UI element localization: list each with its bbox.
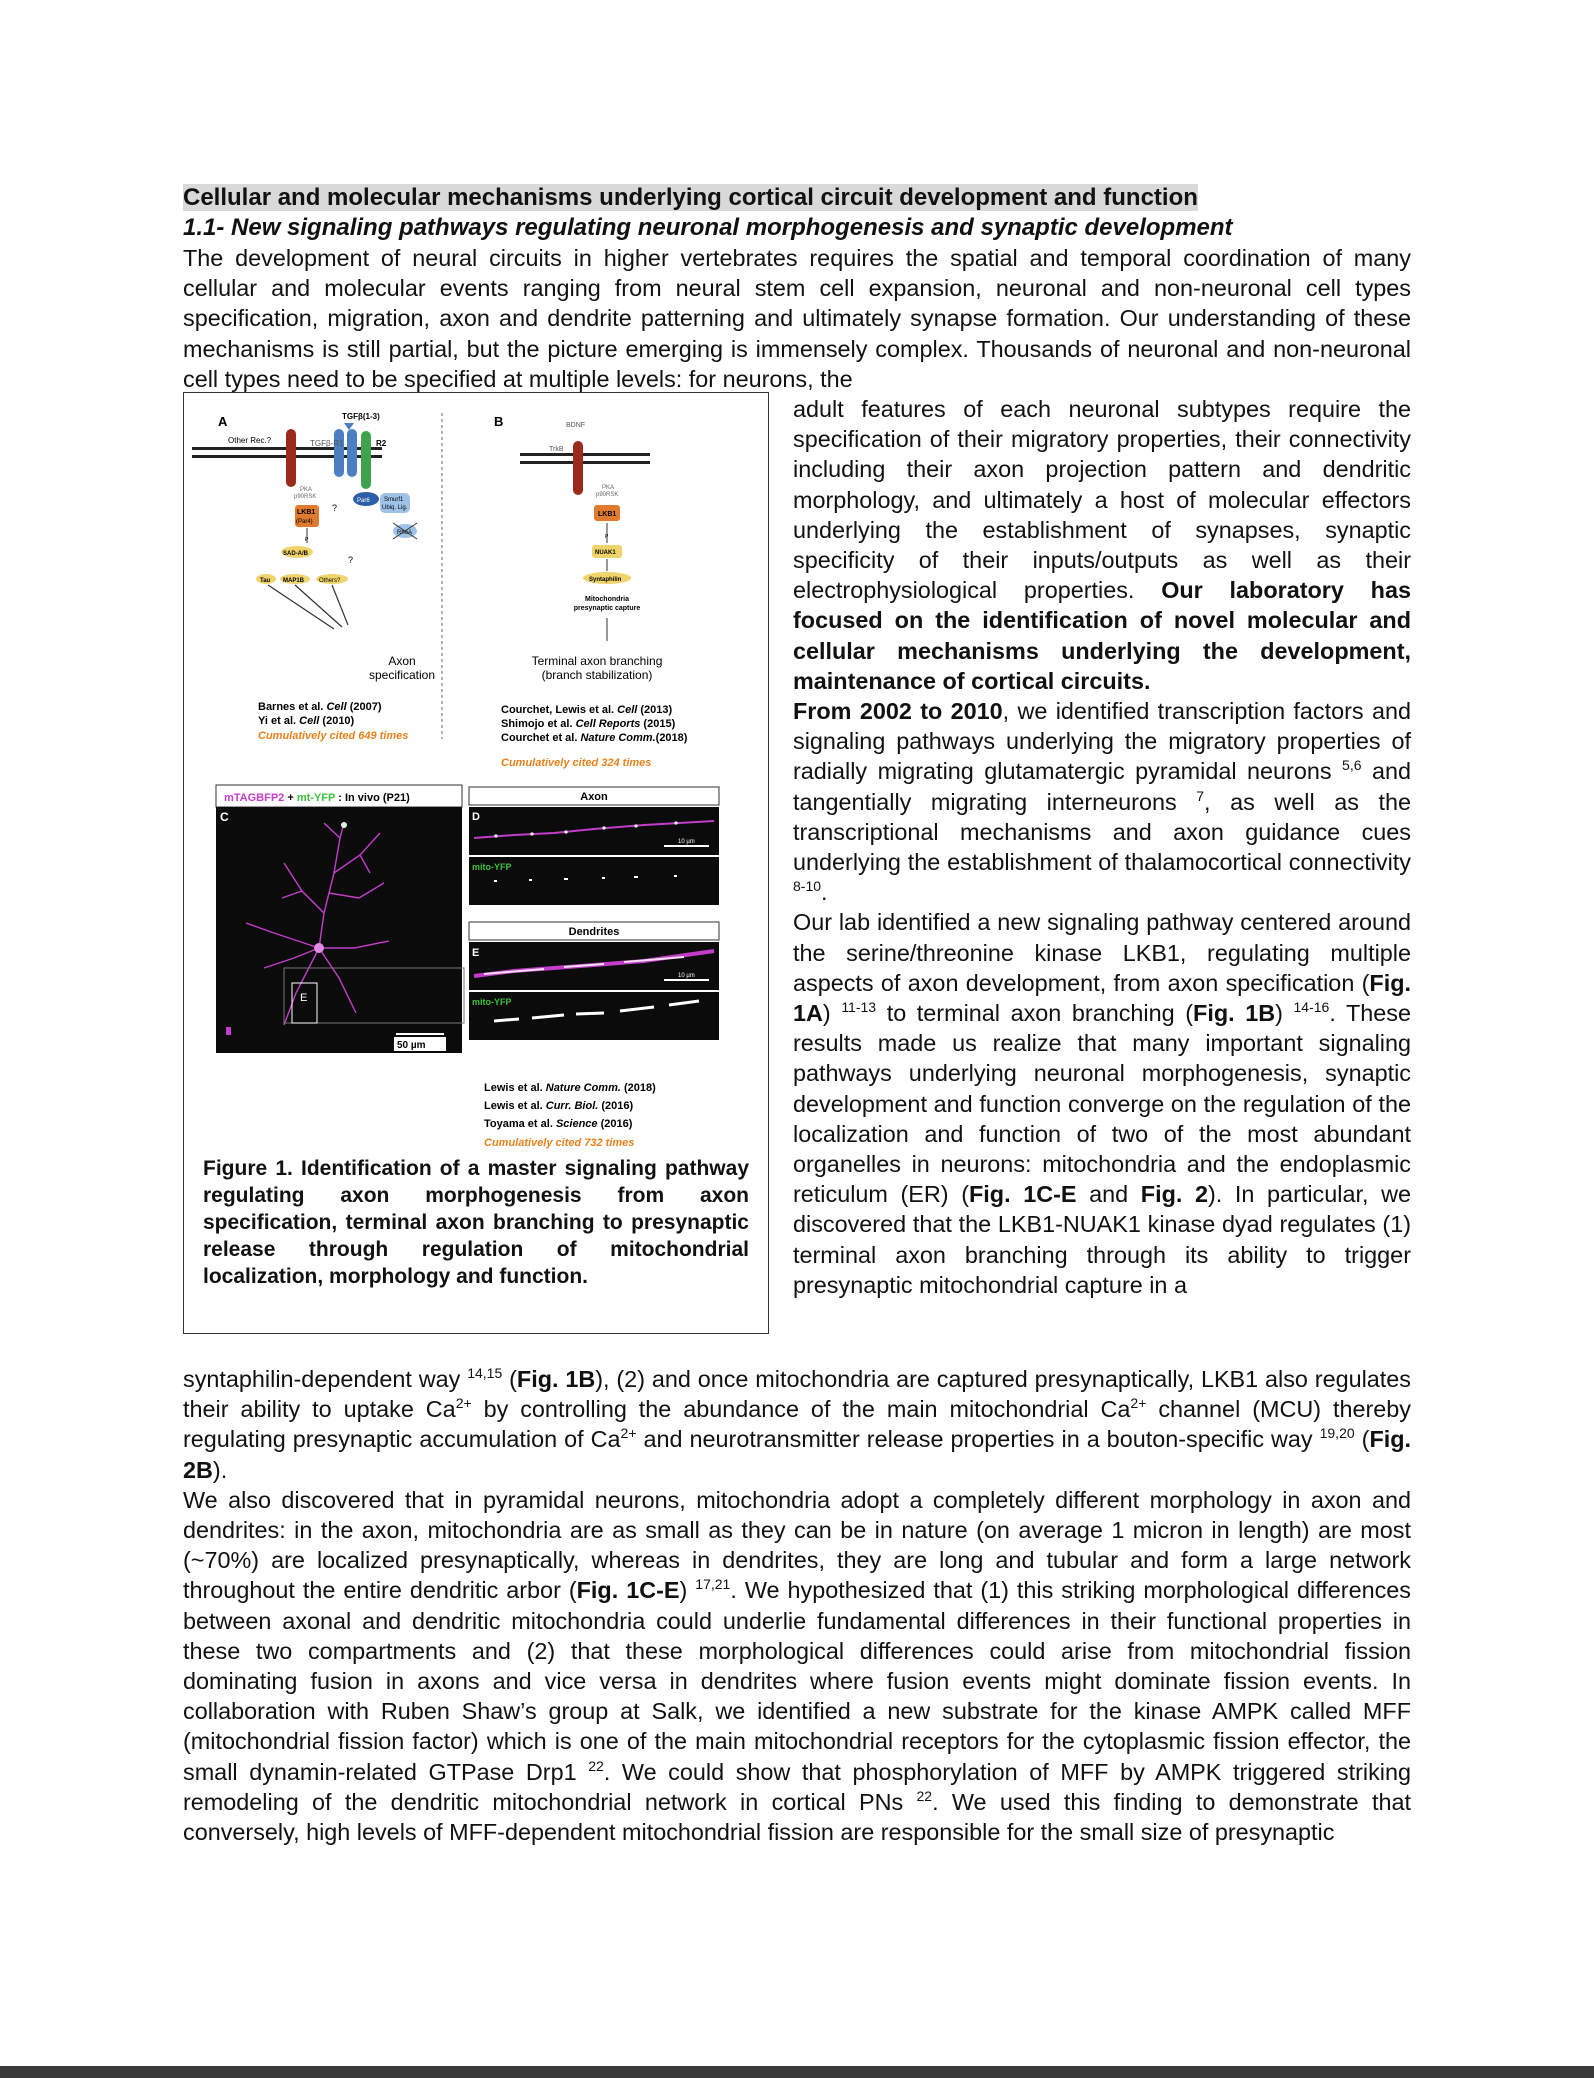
map1b-label: MAP1B xyxy=(283,578,305,584)
scalebar-e-label: 10 µm xyxy=(678,973,695,979)
par6-label: Par6 xyxy=(357,498,370,504)
trkb-label: TrkB xyxy=(549,446,564,453)
paragraph-5: We also discovered that in pyramidal neurons, mitochondria adopt a completely different morphology in axon and dendrites: in the axon, mitochondria are as small as they can be in nature (on average 1 micron in length) are most (~70%) are localized presynaptically, whereas in dendrites, they are long and tubular and form a large network throughout the entire dendritic arbor (Fig. 1C-E) $^{17,21}$. We hypothesized that (1) this striking morphological differences between axonal and dendritic mitochondria could underlie fundamental differences in their functional properties in these two compartments and (2) that these morphological differences could arise from mitochondrial fission dominating fusion in axons and vice versa in dendrites where fusion events might dominate fission events. In collaboration with Ruben Shaw’s group at Salk, we identified a new substrate for the kinase AMPK called MFF (mitochondrial fission factor) which is one of the main mitochondrial receptors for the cytoplasmic fission effector, the small dynamin-related GTPase Drp1 $^{22}$. We could show that phosphorylation of MFF by AMPK triggered striking remodeling of the dendritic mitochondrial network in cortical PNs $^{22}$. We used this finding to demonstrate that conversely, high levels of MFF-dependent mitochondrial fission are responsible for the small size of presynaptic xyxy=(183,1486,1412,1846)
panel-a-cited: Cumulatively cited 649 times xyxy=(258,730,409,742)
panel-d-header: Axon xyxy=(580,791,608,803)
ligand-arrow-icon xyxy=(344,423,354,430)
tgfb-r1-receptor xyxy=(334,429,344,477)
scalebar-d-label: 10 µm xyxy=(678,839,695,845)
pka-b-label: PKA xyxy=(602,485,615,491)
others-label: Others? xyxy=(319,578,341,584)
axon-outcome-2: specification xyxy=(368,668,436,682)
question-1: ? xyxy=(332,503,338,513)
ubiq-label: Ubiq. Lig. xyxy=(382,505,408,511)
panel-b-ref-1: Courchet, Lewis et al. Cell (2013) xyxy=(501,704,673,716)
body-continuation xyxy=(183,1364,1411,1847)
figure-caption: Figure 1. Identification of a master signaling pathway regulating axon morphogenesis from axon specification, terminal axon branching to presynaptic release through regulation of mitochondrial localization, morphology and function. xyxy=(203,1157,749,1288)
neuron-bright-spot xyxy=(341,822,347,828)
panel-a-diagram xyxy=(192,412,435,742)
panel-cde-ref-1: Lewis et al. Nature Comm. (2018) xyxy=(484,1082,656,1094)
side-paragraph-1-bold: Our laboratory has focused on the identification of novel molecular and cellular mechanisms underlying the development, maintenance of cortical circuits. xyxy=(793,577,1411,694)
tgfb-r1-receptor-2 xyxy=(347,429,357,477)
small-magenta-mark xyxy=(226,1027,231,1035)
panel-cde-ref-3: Toyama et al. Science (2016) xyxy=(484,1118,633,1130)
p90rsk-label: p90RSK xyxy=(294,494,317,500)
side-paragraph-3: Our lab identified a new signaling pathway centered around the serine/threonine kinase LKB1, regulating multiple aspects of axon development, from axon specification (Fig. 1A) $^{11-13}$ to terminal axon branching (Fig. 1B) $^{14-16}$. These results made us realize that many important signaling pathways underlying neuronal morphogenesis, synaptic development and function converge on the regulation of the localization and function of two of the most abundant organelles in neurons: mitochondria and the endoplasmic reticulum (ER) (Fig. 1C-E and Fig. 2). In particular, we discovered that the LKB1-NUAK1 kinase dyad regulates (1) terminal axon branching through its ability to trigger presynaptic mitochondrial capture in a xyxy=(793,909,1412,1298)
scalebar-c-label: 50 µm xyxy=(397,1040,426,1051)
b-outcome-2: (branch stabilization) xyxy=(541,668,653,682)
r2-label: R2 xyxy=(376,439,387,448)
panel-a-ref-2: Yi et al. Cell (2010) xyxy=(258,715,355,727)
panel-e-mito-label: mito-YFP xyxy=(472,997,512,1007)
heading-block xyxy=(183,183,1411,394)
other-receptor xyxy=(286,429,296,487)
neuron-soma xyxy=(314,943,324,953)
bdnf-label: BDNF xyxy=(566,422,586,429)
panel-c-image xyxy=(216,785,464,1053)
panel-b-cited: Cumulatively cited 324 times xyxy=(501,757,652,769)
panel-d-image xyxy=(469,787,719,1149)
question-2: ? xyxy=(348,555,354,565)
section-title: Cellular and molecular mechanisms underlying cortical circuit development and function xyxy=(183,184,1198,211)
paragraph-4: syntaphilin-dependent way $^{14,15}$ (Fig. 1B), (2) and once mitochondria are captured presynaptically, LKB1 also regulates their ability to uptake $Ca^{2+}$ by controlling the abundance of the main mitochondrial $Ca^{2+}$ channel (MCU) thereby regulating presynaptic accumulation of $Ca^{2+}$ and neurotransmitter release properties in a bouton-specific way $^{19,20}$ (Fig. 2B). xyxy=(183,1365,1412,1483)
r1-label: TGFβ-R1 xyxy=(310,439,344,448)
nuak1-label: NUAK1 xyxy=(595,550,616,556)
bottom-bar xyxy=(0,2066,1594,2078)
sadab-label: SAD-A/B xyxy=(283,551,308,557)
panel-d-mito-label: mito-YFP xyxy=(472,862,512,872)
smurf-label: Smurf1 xyxy=(384,497,404,503)
arrow-to-axon-1 xyxy=(268,585,334,629)
syntaphilin-label: Syntaphilin xyxy=(589,577,622,583)
mito-capture-1: Mitochondria xyxy=(585,596,629,603)
lkb1-b-label: LKB1 xyxy=(598,511,617,518)
panel-cde-ref-2: Lewis et al. Curr. Biol. (2016) xyxy=(484,1100,634,1112)
b-outcome-1: Terminal axon branching xyxy=(531,654,663,668)
scalebar-d xyxy=(664,845,709,847)
panel-e-header: Dendrites xyxy=(568,926,620,938)
par4-label: (Par4) xyxy=(296,519,313,525)
panel-e-letter: E xyxy=(472,947,480,959)
membrane-b-bottom xyxy=(520,461,650,464)
p90rsk-b-label: p90RSK xyxy=(596,492,619,498)
panel-a-ref-1: Barnes et al. Cell (2007) xyxy=(258,701,382,713)
scalebar-c xyxy=(396,1033,444,1035)
side-paragraph-2: From 2002 to 2010, we identified transcription factors and signaling pathways underlying the migratory properties of radially migrating glutamatergic pyramidal neurons $^{5,6}$ and tangentially migrating interneurons $^7$, as well as the transcriptional mechanisms and axon guidance cues underlying the establishment of thalamocortical connectivity $^{8-10}$. xyxy=(793,698,1412,906)
fig-ref-link: Fig. 1A xyxy=(793,969,1411,1027)
scalebar-e xyxy=(664,979,709,981)
side-column xyxy=(793,394,1411,1300)
axon-outcome-1: Axon xyxy=(388,654,416,668)
panel-c-letter: C xyxy=(220,810,229,824)
panel-c-label: mTAGBFP2 + mt-YFP : In vivo (P21) xyxy=(224,792,410,804)
panel-b-letter: B xyxy=(494,414,504,429)
p-label-1: P xyxy=(305,537,309,543)
trkb-receptor xyxy=(573,441,583,495)
intro-paragraph: The development of neural circuits in higher vertebrates requires the spatial and temporal coordination of many cellular and molecular events ranging from neural stem cell expansion, neuronal and non-neuronal cell types specification, migration, axon and dendrite patterning and ultimately synapse formation. Our understanding of these mechanisms is still partial, but the picture emerging is immensely complex. Thousands of neuronal and non-neuronal cell types need to be specified at multiple levels: for neurons, the xyxy=(183,245,1411,392)
figure-1-graphics xyxy=(184,393,770,1153)
ligand-label: TGFβ(1-3) xyxy=(342,412,380,421)
lkb1-label: LKB1 xyxy=(297,509,316,516)
arrow-to-axon-3 xyxy=(332,585,348,625)
rhoa-label: RhoA xyxy=(397,530,413,536)
side-paragraph-1: adult features of each neuronal subtypes require the specification of their migratory properties, their connectivity including their axon projection pattern and dendritic morphology, and ultimately a host of molecular effectors underlying the establishment of synapses, synaptic specificity of their inputs/outputs as well as their electrophysiological properties. Our laboratory has focused on the identification of novel molecular and cellular mechanisms underlying the development, maintenance of cortical circuits. xyxy=(793,396,1411,694)
panel-b-ref-2: Shimojo et al. Cell Reports (2015) xyxy=(501,718,676,730)
r2-receptor xyxy=(361,431,371,489)
figure-1 xyxy=(183,392,769,1334)
inset-e-letter: E xyxy=(300,992,308,1004)
membrane-b-top xyxy=(520,453,650,456)
other-rec-label: Other Rec.? xyxy=(228,436,272,445)
p-label-b: P xyxy=(605,534,609,540)
panel-cde-cited: Cumulatively cited 732 times xyxy=(484,1137,635,1149)
tau-label: Tau xyxy=(260,578,271,584)
panel-a-letter: A xyxy=(218,414,228,429)
axon-micrograph xyxy=(469,807,719,855)
panel-b-ref-3: Courchet et al. Nature Comm.(2018) xyxy=(501,732,688,744)
pka-label: PKA xyxy=(300,487,313,493)
panel-b-diagram xyxy=(494,414,688,769)
subsection-title: 1.1- New signaling pathways regulating neuronal morphogenesis and synaptic development xyxy=(183,214,1233,241)
panel-d-letter: D xyxy=(472,811,480,823)
mito-capture-2: presynaptic capture xyxy=(573,605,641,612)
